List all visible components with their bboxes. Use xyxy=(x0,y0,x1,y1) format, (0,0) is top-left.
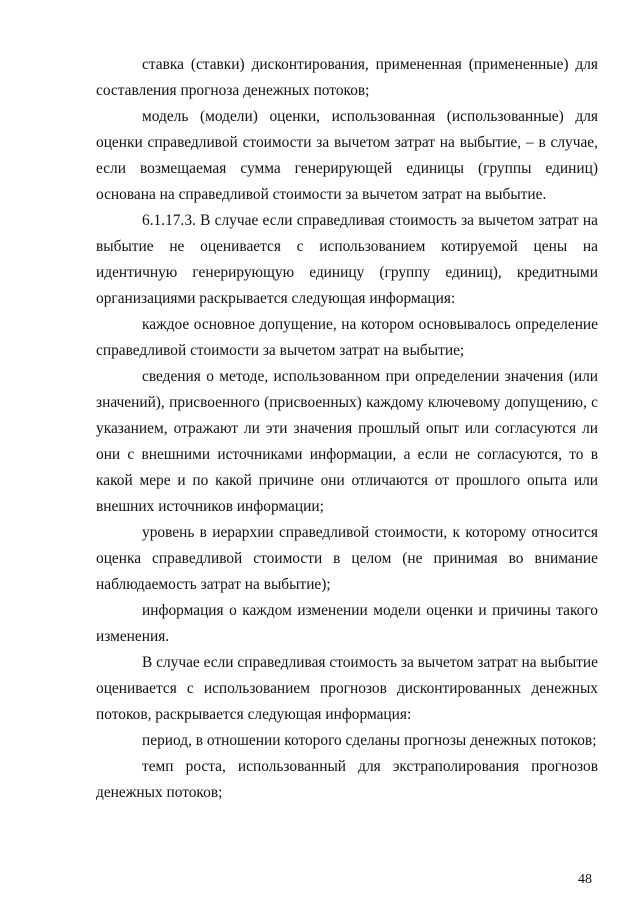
paragraph-fair-value-hierarchy: уровень в иерархии справедливой стоимости, к которому относится оценка справедливой стоимости в целом (не принимая во внимание наблюдаемость затрат на выбытие); xyxy=(96,524,598,593)
paragraph-section-6-1-17-3: 6.1.17.3. В случае если справедливая стоимость за вычетом затрат на выбытие не оценивается с использованием котируемой цены на идентичную генерирующую единицу (группу единиц), кредитными организациями раскрывается следующая информация: xyxy=(96,212,598,307)
paragraph-growth-rate: темп роста, использованный для экстраполирования прогнозов денежных потоков; xyxy=(96,758,598,801)
paragraph-discount-rate: ставка (ставки) дисконтирования, примененная (примененные) для составления прогноза денежных потоков; xyxy=(96,56,598,99)
paragraph-forecast-period: период, в отношении которого сделаны прогнозы денежных потоков; xyxy=(142,732,597,749)
paragraph-dcf-case: В случае если справедливая стоимость за вычетом затрат на выбытие оценивается с использованием прогнозов дисконтированных денежных потоков, раскрывается следующая информация: xyxy=(96,654,598,723)
paragraph-model-changes: информация о каждом изменении модели оценки и причины такого изменения. xyxy=(96,602,598,645)
document-body xyxy=(96,52,598,806)
paragraph-key-assumptions: каждое основное допущение, на котором основывалось определение справедливой стоимости за вычетом затрат на выбытие; xyxy=(96,316,598,359)
page-number: 48 xyxy=(578,872,592,887)
paragraph-valuation-model: модель (модели) оценки, использованная (использованные) для оценки справедливой стоимости за вычетом затрат на выбытие, – в случае, если возмещаемая сумма генерирующей единицы (группы единиц) основана на справедливой стоимости за вычетом затрат на выбытие. xyxy=(96,108,598,203)
paragraph-method-description: сведения о методе, использованном при определении значения (или значений), присвоенного (присвоенных) каждому ключевому допущению, с указанием, отражают ли эти значения прошлый опыт или согласуются ли они с внешними источниками информации, а если не согласуются, то в какой мере и по какой причине они отличаются от прошлого опыта или внешних источников информации; xyxy=(96,368,598,515)
